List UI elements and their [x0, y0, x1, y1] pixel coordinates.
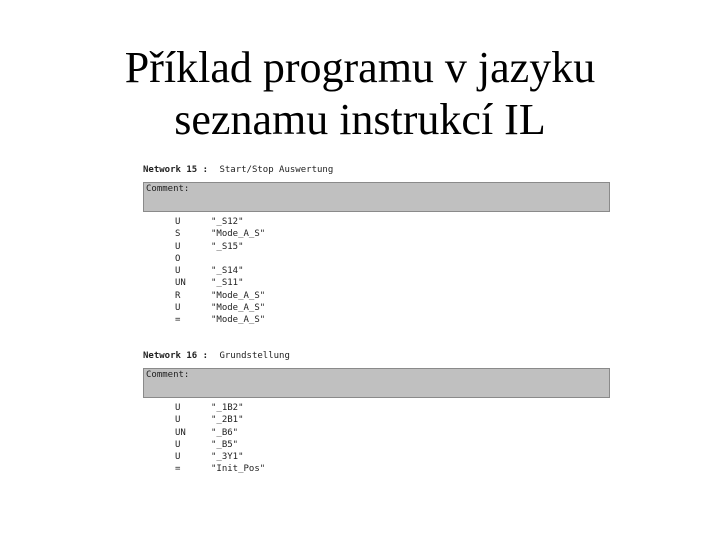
instruction-operand: "_S11": [211, 278, 244, 289]
instruction-operand: "_2B1": [211, 415, 244, 426]
instruction-list: [143, 402, 443, 476]
instruction-operand: "_S12": [211, 217, 244, 227]
instruction-operand: "_B5": [211, 439, 239, 450]
instruction-operand: "Init_Pos": [211, 464, 266, 475]
instruction-row[interactable]: [143, 463, 443, 475]
comment-field[interactable]: [143, 368, 610, 398]
instruction-row[interactable]: [143, 228, 443, 240]
instruction-op: S: [175, 229, 181, 240]
network-title[interactable]: Start/Stop Auswertung: [219, 165, 334, 175]
instruction-row[interactable]: [143, 290, 443, 302]
slide-title: [0, 42, 720, 146]
instruction-row[interactable]: [143, 414, 443, 426]
instruction-row[interactable]: [143, 427, 443, 439]
instruction-operand: "_3Y1": [211, 452, 244, 463]
il-code-screenshot: [143, 164, 610, 484]
slide-title-line-2: seznamu instrukcí IL: [174, 95, 546, 144]
instruction-operand: "_S14": [211, 266, 244, 277]
instruction-op: U: [175, 452, 181, 463]
instruction-op: U: [175, 415, 181, 426]
instruction-operand: "Mode_A_S": [211, 315, 266, 326]
instruction-operand: "Mode_A_S": [211, 229, 266, 240]
network-header: [143, 164, 333, 176]
comment-label: Comment:: [146, 370, 190, 380]
instruction-row[interactable]: [143, 241, 443, 253]
instruction-operand: "Mode_A_S": [211, 303, 266, 314]
network-label: Network 15 :: [143, 165, 209, 175]
instruction-operand: "_S15": [211, 241, 244, 252]
instruction-op: R: [175, 290, 181, 301]
instruction-op: U: [175, 439, 181, 450]
instruction-operand: "Mode_A_S": [211, 290, 266, 301]
instruction-row[interactable]: [143, 265, 443, 277]
instruction-op: U: [175, 303, 181, 314]
instruction-row[interactable]: [143, 216, 443, 228]
instruction-row[interactable]: [143, 451, 443, 463]
slide-title-line-1: Příklad programu v jazyku: [124, 43, 596, 92]
instruction-op: =: [175, 464, 181, 475]
instruction-row[interactable]: [143, 302, 443, 314]
network-label: Network 16 :: [143, 351, 209, 361]
instruction-op: =: [175, 315, 181, 326]
instruction-op: U: [175, 266, 181, 277]
network-header: [143, 350, 290, 362]
instruction-op: UN: [175, 427, 186, 438]
network-title[interactable]: Grundstellung: [219, 351, 290, 361]
instruction-operand: "_B6": [211, 427, 239, 438]
comment-field[interactable]: [143, 182, 610, 212]
instruction-row[interactable]: [143, 277, 443, 289]
instruction-row[interactable]: [143, 253, 443, 265]
instruction-op: U: [175, 241, 181, 252]
comment-label: Comment:: [146, 184, 190, 194]
instruction-op: U: [175, 217, 181, 227]
instruction-op: U: [175, 403, 181, 413]
instruction-op: O: [175, 253, 181, 264]
instruction-row[interactable]: [143, 402, 443, 414]
instruction-op: UN: [175, 278, 186, 289]
instruction-row[interactable]: [143, 439, 443, 451]
instruction-list: [143, 216, 443, 327]
instruction-row[interactable]: [143, 314, 443, 326]
instruction-operand: "_1B2": [211, 403, 244, 413]
